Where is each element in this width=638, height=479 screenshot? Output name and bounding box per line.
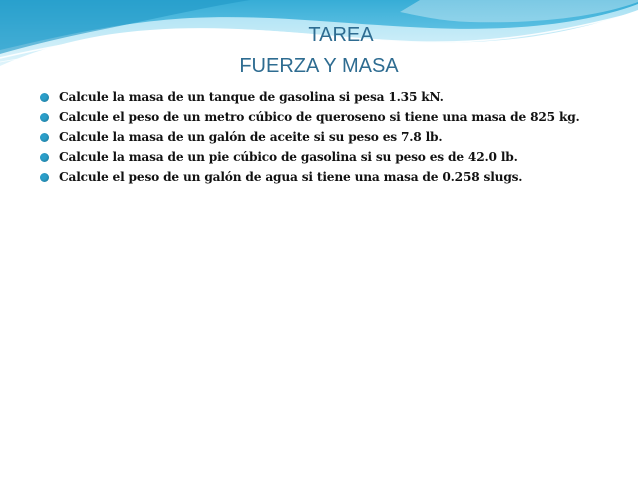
title-line-tarea: TAREA (308, 24, 374, 46)
list-item (40, 167, 600, 187)
list-item-text: Calcule la masa de un pie cúbico de gasolina si su peso es de 42.0 lb. (59, 150, 518, 164)
list-item (40, 87, 600, 107)
list-item (40, 127, 600, 147)
list-item (40, 107, 600, 127)
bullet-icon (40, 153, 49, 162)
bullet-icon (40, 173, 49, 182)
list-item-text: Calcule la masa de un galón de aceite si su peso es 7.8 lb. (59, 130, 443, 144)
bullet-icon (40, 113, 49, 122)
title-line-fuerza-y-masa: FUERZA Y MASA (239, 55, 399, 77)
bullet-icon (40, 93, 49, 102)
list-item-text: Calcule la masa de un tanque de gasolina si pesa 1.35 kN. (59, 90, 444, 104)
list-item-text: Calcule el peso de un galón de agua si tiene una masa de 0.258 slugs. (59, 170, 523, 184)
bullet-icon (40, 133, 49, 142)
list-item-text: Calcule el peso de un metro cúbico de queroseno si tiene una masa de 825 kg. (59, 110, 580, 124)
list-item (40, 147, 600, 167)
slide-title (0, 20, 638, 82)
exercise-list (40, 87, 600, 187)
